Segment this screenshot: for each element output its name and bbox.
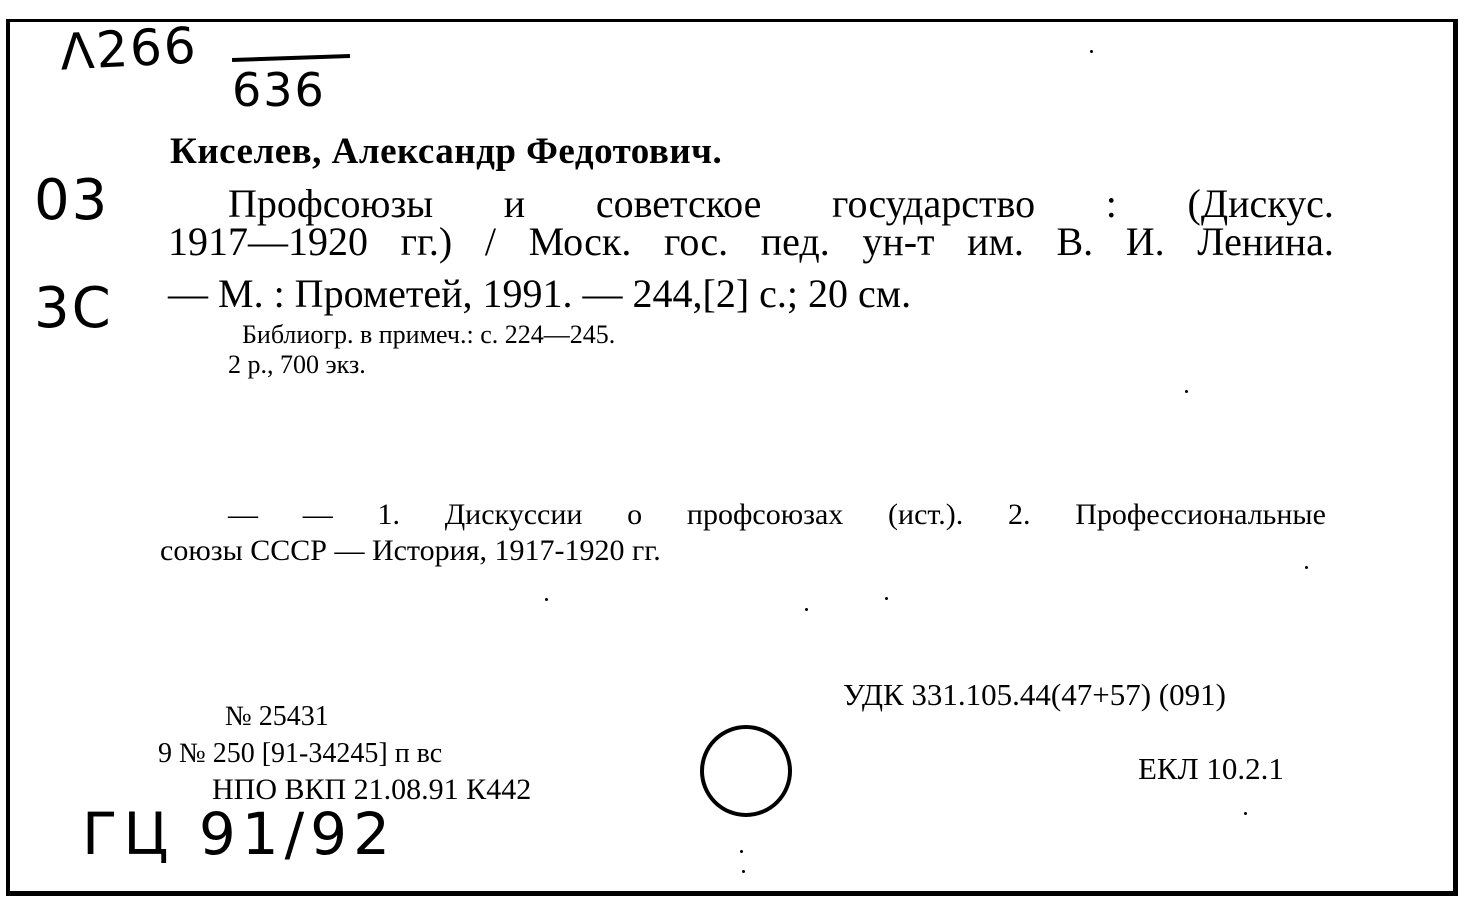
subject-word: профсоюзах (686, 498, 844, 531)
scan-speck (1305, 566, 1308, 569)
registration-number: № 25431 (225, 701, 329, 732)
title-word: И. (1125, 219, 1165, 264)
publisher-line: НПО ВКП 21.08.91 К442 (212, 773, 532, 806)
title-word: / (484, 219, 496, 264)
subjects-line-2: союзы СССР — История, 1917-1920 гг. (160, 534, 661, 567)
order-line: 9 № 250 [91-34245] п вс (158, 738, 443, 769)
shelf-mark-top: Λ266 (58, 16, 200, 82)
title-word: Ленина. (1197, 219, 1334, 264)
udk-code: УДК 331.105.44(47+57) (091) (843, 677, 1226, 712)
scan-speck (805, 608, 808, 611)
title-word: пед. (760, 219, 830, 264)
subject-word: 2. (1007, 498, 1031, 531)
subject-word: Профессиональные (1075, 498, 1326, 531)
scan-speck (1244, 812, 1247, 815)
punch-hole (700, 725, 792, 817)
subject-word: о (627, 498, 643, 531)
scan-speck (740, 850, 743, 853)
bibliography-note: Библиогр. в примеч.: с. 224—245. (242, 320, 616, 349)
title-word: ун-т (862, 219, 935, 264)
subject-word: 1. (377, 498, 400, 531)
scan-speck (742, 870, 745, 873)
title-word: : (1105, 181, 1117, 226)
price-and-print-run: 2 р., 700 экз. (228, 350, 366, 379)
subject-word: (ист.). (888, 498, 964, 531)
subject-word: — (302, 498, 333, 531)
subject-word: — (228, 498, 258, 531)
hand-code-2: 3C (34, 276, 113, 341)
title-word: государство (832, 181, 1036, 226)
hand-bottom-code: ГЦ 91/92 (82, 800, 396, 868)
title-word: и (503, 181, 526, 226)
title-word: Профсоюзы (228, 181, 434, 226)
scan-speck (1185, 390, 1188, 393)
title-word: В. (1056, 219, 1094, 264)
subjects-line-1 (228, 498, 1326, 532)
author-heading: Киселев, Александр Федотович. (170, 131, 723, 172)
title-line-2 (168, 218, 1334, 265)
title-word: 1917—1920 (168, 219, 368, 264)
scan-speck (1090, 50, 1093, 53)
ekl-code: ЕКЛ 10.2.1 (1138, 751, 1284, 786)
title-word: советское (595, 181, 762, 226)
title-word: гос. (663, 219, 729, 264)
scan-speck (545, 598, 548, 601)
title-word: Моск. (528, 219, 632, 264)
title-word: им. (967, 219, 1024, 264)
hand-code-1: 03 (34, 168, 110, 233)
title-word: (Дискус. (1187, 181, 1334, 226)
subject-word: Дискуссии (444, 498, 583, 531)
shelf-mark-bottom: 636 (232, 63, 326, 117)
imprint-line: — М. : Прометей, 1991. — 244,[2] с.; 20 см. (168, 271, 912, 316)
title-word: гг.) (400, 219, 453, 264)
scan-speck (885, 597, 888, 600)
